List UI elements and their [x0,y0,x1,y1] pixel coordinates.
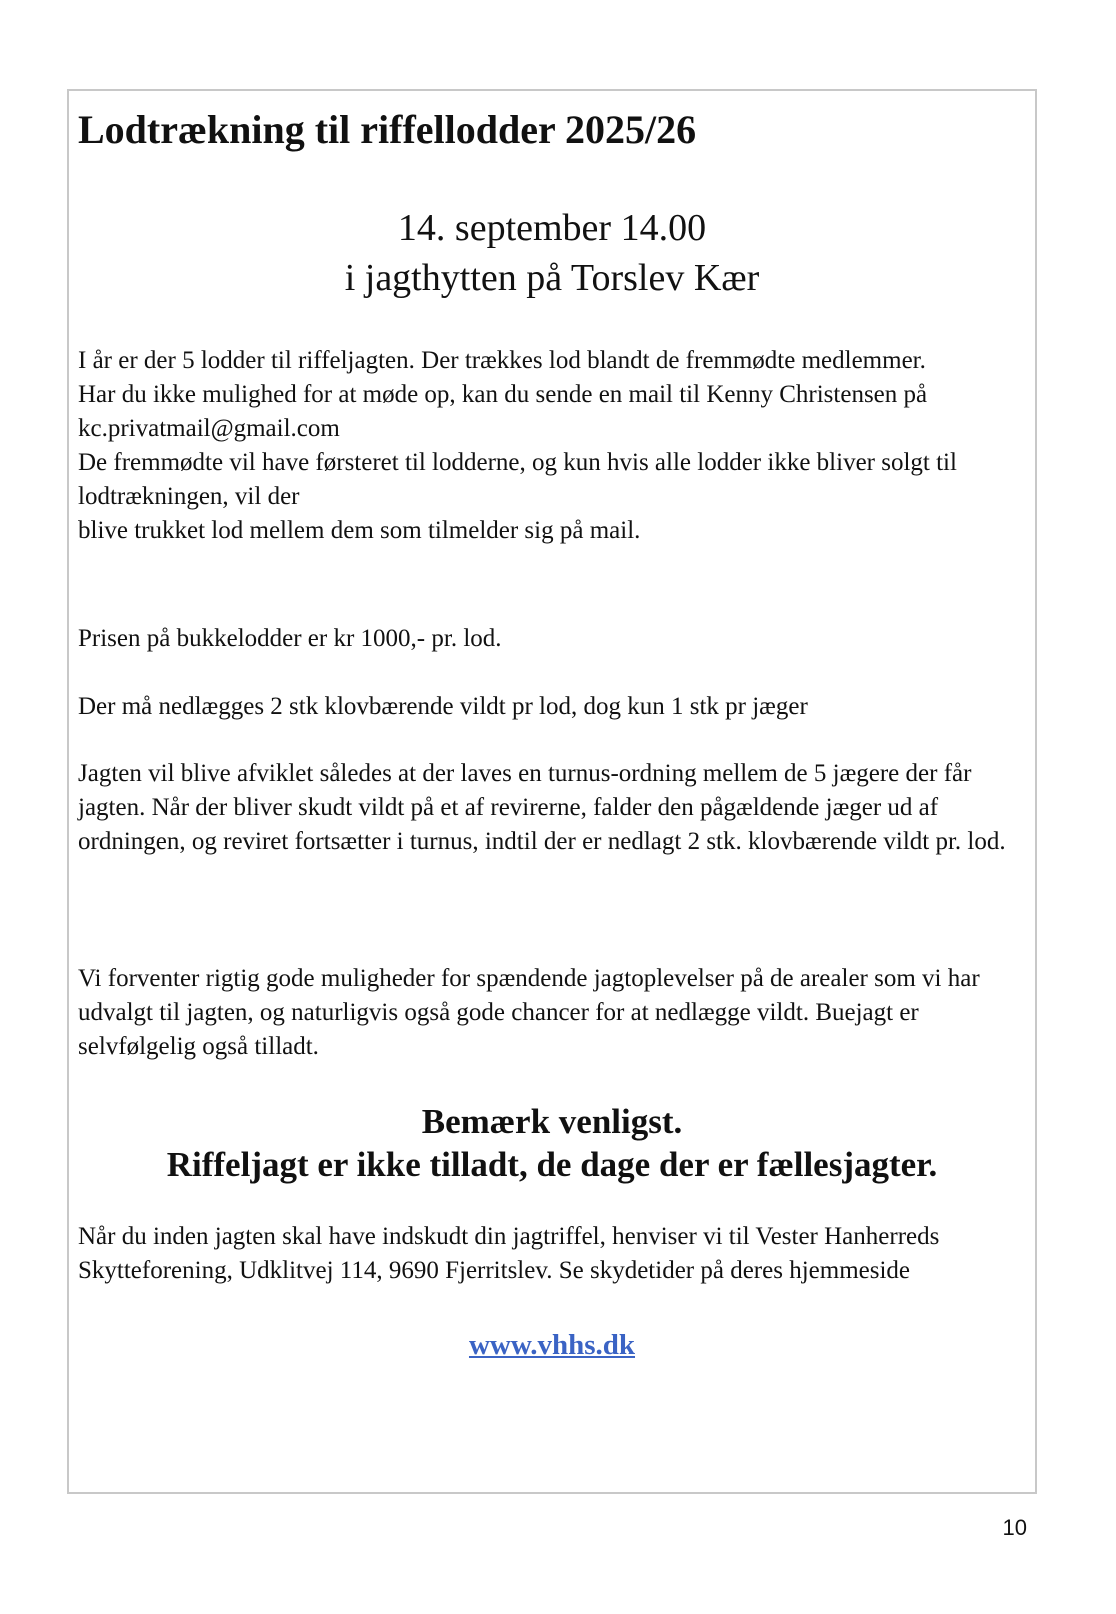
rotation-paragraph: Jagten vil blive afviklet således at der laves en turnus-ordning mellem de 5 jægere der får jagten. Når der bliver skudt vildt på et af revirerne, falder den pågældende jæger ud af ordningen, og reviret fortsætter i turnus, indtil der er nedlagt 2 stk. klovbærende vildt pr. lod. [78,760,1006,855]
notice-heading: Bemærk venligst. [421,1102,683,1141]
intro-paragraph [78,344,1028,548]
price-paragraph: Prisen på bukkelodder er kr 1000,- pr. lod. [78,625,502,652]
website-link-container [69,1327,1035,1363]
event-place: i jagthytten på Torslev Kær [344,257,760,299]
expectation-paragraph: Vi forventer rigtig gode muligheder for spændende jagtoplevelser på de arealer som vi har udvalgt til jagten, og naturligvis også gode chancer for at nedlægge vildt. Buejagt er selvfølgelig også tilladt. [78,965,980,1060]
page-number: 10 [1002,1515,1027,1540]
quota-paragraph: Der må nedlægges 2 stk klovbærende vildt pr lod, dog kun 1 stk pr jæger [78,693,808,720]
page-title: Lodtrækning til riffellodder 2025/26 [78,107,697,152]
intro-line-priority: De fremmødte vil have førsteret til lodderne, og kun hvis alle lodder ikke bliver solgt til lodtrækningen, vil der [78,449,957,510]
notice-text: Riffeljagt er ikke tilladt, de dage der er fællesjagter. [166,1145,938,1184]
range-info-paragraph: Når du inden jagten skal have indskudt din jagtriffel, henviser vi til Vester Hanherreds Skytteforening, Udklitvej 114, 9690 Fjerritslev. Se skydetider på deres hjemmeside [78,1223,940,1284]
intro-line-mail-draw: blive trukket lod mellem dem som tilmelder sig på mail. [78,517,641,544]
intro-line-email: Har du ikke mulighed for at møde op, kan du sende en mail til Kenny Christensen på kc.privatmail@gmail.com [78,381,928,442]
website-link[interactable]: www.vhhs.dk [468,1329,636,1361]
intro-line-lots: I år er der 5 lodder til riffeljagten. Der trækkes lod blandt de fremmødte medlemmer. [78,347,926,374]
event-date-time: 14. september 14.00 [397,207,707,249]
